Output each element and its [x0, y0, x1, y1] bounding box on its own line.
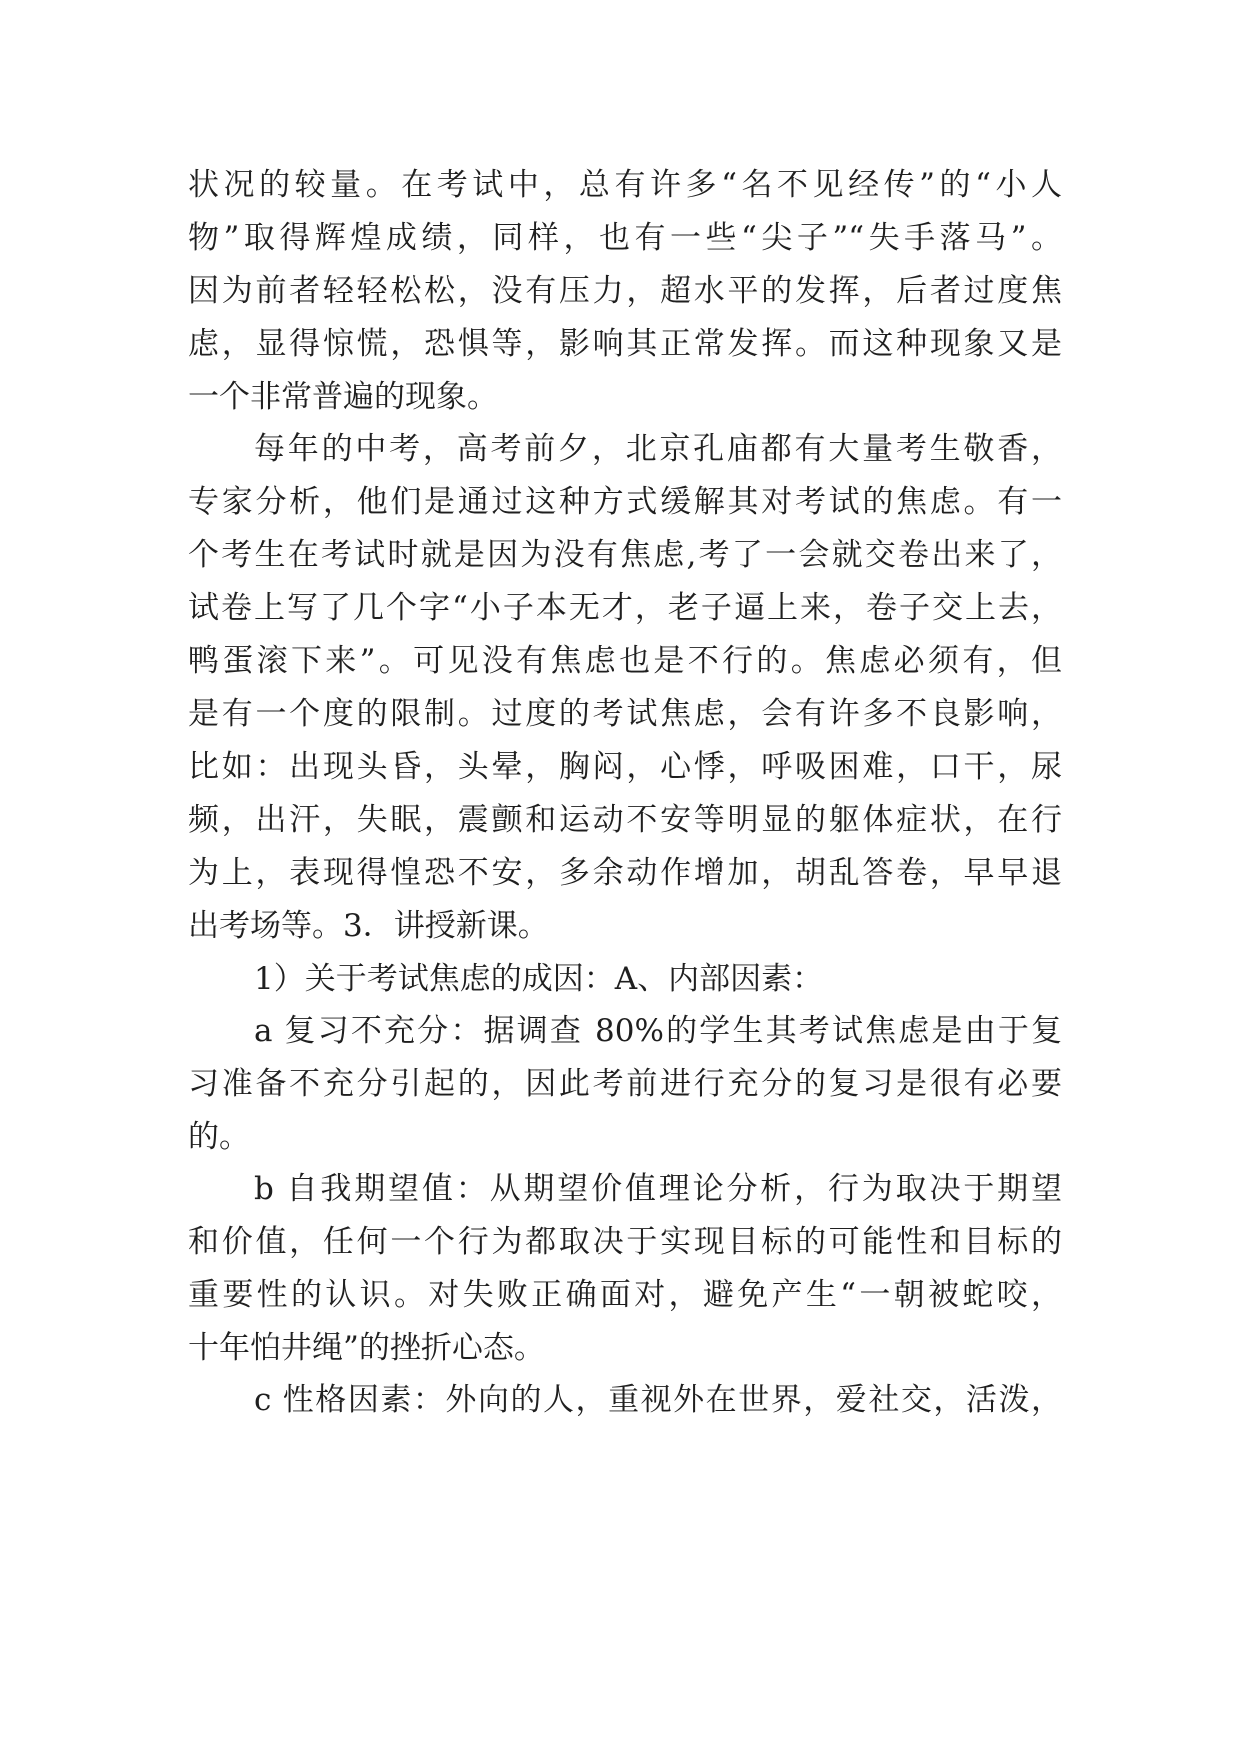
text-line: 个考生在考试时就是因为没有焦虑,考了一会就交卷出来了， — [188, 537, 1062, 573]
text-line: 状况的较量。在考试中，总有许多“名不见经传”的“小人 — [188, 167, 1062, 203]
text-line: 和价值，任何一个行为都取决于实现目标的可能性和目标的 — [188, 1224, 1062, 1260]
paragraph-start-line: c 性格因素：外向的人，重视外在世界，爱社交，活泼， — [254, 1382, 1062, 1418]
text-line: 物”取得辉煌成绩，同样，也有一些“尖子”“失手落马”。 — [188, 220, 1062, 256]
section-heading: 1）关于考试焦虑的成因：A、内部因素： — [254, 961, 824, 997]
text-line: 出考场等。3．讲授新课。 — [188, 908, 549, 944]
text-line: 一个非常普遍的现象。 — [188, 379, 498, 415]
text-line: 虑，显得惊慌，恐惧等，影响其正常发挥。而这种现象又是 — [188, 326, 1062, 362]
text-line: 频，出汗，失眠，震颤和运动不安等明显的躯体症状，在行 — [188, 802, 1062, 838]
text-line: 鸭蛋滚下来”。可见没有焦虑也是不行的。焦虑必须有，但 — [188, 643, 1062, 679]
text-line: 习准备不充分引起的，因此考前进行充分的复习是很有必要 — [188, 1066, 1062, 1102]
text-line: 为上，表现得惶恐不安，多余动作增加，胡乱答卷，早早退 — [188, 855, 1062, 891]
text-line: 的。 — [188, 1119, 250, 1155]
paragraph-start-line: a 复习不充分：据调查 80%的学生其考试焦虑是由于复 — [254, 1013, 1062, 1049]
text-line: 重要性的认识。对失败正确面对，避免产生“一朝被蛇咬， — [188, 1277, 1062, 1313]
text-line: 试卷上写了几个字“小子本无才，老子逼上来，卷子交上去， — [188, 590, 1062, 626]
text-line: 专家分析，他们是通过这种方式缓解其对考试的焦虑。有一 — [188, 484, 1062, 520]
paragraph-start-line: b 自我期望值：从期望价值理论分析，行为取决于期望 — [254, 1171, 1062, 1207]
paragraph-start-line: 每年的中考，高考前夕，北京孔庙都有大量考生敬香， — [254, 431, 1062, 467]
text-line: 比如：出现头昏，头晕，胸闷，心悸，呼吸困难，口干，尿 — [188, 749, 1062, 785]
text-line: 是有一个度的限制。过度的考试焦虑，会有许多不良影响， — [188, 696, 1062, 732]
text-line: 十年怕井绳”的挫折心态。 — [188, 1330, 545, 1366]
text-line: 因为前者轻轻松松，没有压力，超水平的发挥，后者过度焦 — [188, 273, 1062, 309]
